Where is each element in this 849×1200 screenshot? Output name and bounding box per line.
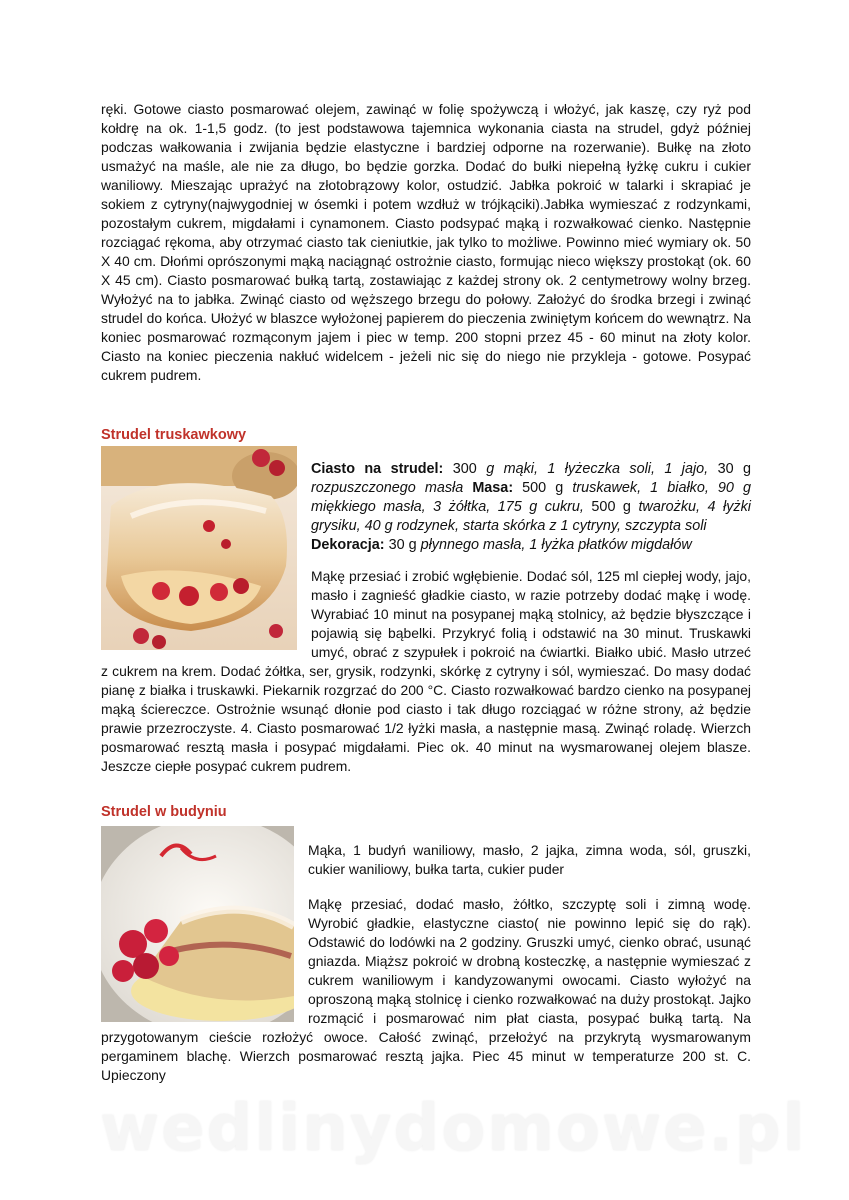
ingredient-text: 300 <box>443 461 487 477</box>
strawberry-strudel-image <box>101 446 297 650</box>
intro-paragraph: ręki. Gotowe ciasto posmarować olejem, zawinąć w folię spożywczą i włożyć, jak kaszę, czy ryż pod kołdrę na ok. 1-1,5 godz. (to jest podstawowa tajemnica wykonania ciasta na strudel, gdyż później podczas wałkowania i zwijania będzie elastyczne i bardziej odporne na rozerwanie). Bułkę na złoto usmażyć na maśle, ale nie za długo, bo będzie gorzka. Dodać do bułki niepełną łyżkę cukru i cukier waniliowy. Mieszając uprażyć na złotobrązowy kolor, ostudzić. Jabłka pokroić w talarki i skrapiać je sokiem z cytryny(najwygodniej w ósemki i potem wzdłuż w trójkąciki).Jabłka wymieszać z rodzynkami, pozostałym cukrem, migdałami i cynamonem. Ciasto podsypać mąką i rozwałkować cienko. Następnie rozciągać rękoma, aby otrzymać ciasto tak cieniutkie, jak tylko to możliwe. Powinno mieć wymiary ok. 50 X 40 cm. Dłońmi oprószonymi mąką naciągnąć ostrożnie ciasto, formując nieco większy prostokąt (ok. 60 X 45 cm). Ciasto posmarować bułką tartą, zostawiając z każdej strony ok. 2 centymetrowy wolny brzeg. Wyłożyć na to jabłka. Zwinąć ciasto od węższego brzegu do połowy. Założyć do środka brzegi i zwinąć strudel do końca. Ułożyć w blaszce wyłożonej papierem do pieczenia zwiniętym końcem do wewnątrz. Na koniec posmarować rozmąconym jajem i piec w temp. 200 stopni przez 45 - 60 minut na złoty kolor. Ciasto na koniec pieczenia nakłuć widelcem - jeżeli nic się do niego nie przykleja - gotowe. Posypać cukrem pudrem. <box>101 101 751 383</box>
recipe2-method: Mąkę przesiać, dodać masło, żółtko, szczyptę soli i zimną wodę. Wyrobić gładkie, elastyczne ciasto( nie powinno lepić się do rąk). Odstawić do lodówki na 2 godziny. Gruszki umyć, cienko obrać, usunąć gniazda. Miąższ pokroić w drobną kosteczkę, a następnie wymieszać z cukrem waniliowym i kandyzowanymi owocami. Ciasto wyłożyć na oproszoną mąką stolnicę i cienko rozwałkować na duży prostokąt. Jajko rozmącić i posmarować nim płat ciasta, posypać bułką tartą. Na przygotowanym cieście rozłożyć owoce. Całość zwinąć, przełożyć na przykrytą wysmarowanym pergaminem blachę. Wierzch posmarować resztą jajka. Piec 45 minut w temperaturze 200 st. C. Upieczony <box>101 896 751 1083</box>
pudding-strudel-image <box>101 826 294 1022</box>
ingredient-text: płynnego masła, 1 łyżka płatków migdałów <box>420 537 692 553</box>
recipe2-title: Strudel w budyniu <box>101 804 227 820</box>
ingredient-label-filling: Masa: <box>463 480 514 496</box>
pudding-strudel-photo <box>101 826 294 1022</box>
recipe1-section <box>101 446 751 776</box>
ingredient-text: g mąki, 1 łyżeczka soli, 1 jajo, <box>486 461 709 477</box>
strawberry-strudel-photo <box>101 446 297 650</box>
ingredient-label-dough: Ciasto na strudel: <box>311 461 444 477</box>
ingredient-text: rozpuszczonego masła <box>311 480 464 496</box>
ingredient-text: truskawek, 1 białko, 90 g miękkiego masła, 3 żółtka, 175 g cukru, <box>311 480 751 515</box>
ingredient-text: 30 g <box>384 537 421 553</box>
ingredient-label-decoration: Dekoracja: <box>311 537 385 553</box>
recipe1-method: Mąkę przesiać i zrobić wgłębienie. Dodać sól, 125 ml ciepłej wody, jajo, masło i zagnieść gładkie ciasto, w razie potrzeby dodać mąkę i wodę. Wyrabiać 10 minut na posypanej mąką stolnicy, aż będzie błyszczące i pojawią się bąbelki. Przykryć folią i odstawić na 30 minut. Truskawki umyć, obrać z szypułek i pokroić na ćwiartki. Białko ubić. Masło utrzeć z cukrem na krem. Dodać żółtka, ser, grysik, rodzynki, skórkę z cytryny i sól, wymieszać. Do masy dodać pianę z białka i truskawki. Piekarnik rozgrzać do 200 °C. Ciasto rozwałkować bardzo cienko na posypanej mąką ściereczce. Ostrożnie wsunąć dłonie pod ciasto i tak długo rozciągać w różne strony, aż będzie prawie przezroczyste. 4. Ciasto posmarować 1/2 łyżki masła, a następnie masą. Zwinąć roladę. Wierzch posmarować resztą masła i posypać migdałami. Piec ok. 40 minut na wysmarowanej olejem blasze. Jeszcze ciepłe posypać cukrem pudrem. <box>101 568 751 774</box>
ingredient-text: 500 g <box>583 499 639 515</box>
recipe2-section <box>101 826 751 1085</box>
document-page <box>101 100 751 1083</box>
ingredient-text: twarożku, 4 łyżki grysiku, 40 g rodzynek, starta skórka z 1 cytryny, szczypta soli <box>311 499 751 534</box>
ingredient-text: 30 g <box>708 461 751 477</box>
site-watermark: wedlinydomowe.pl <box>100 1092 807 1166</box>
recipe1-title: Strudel truskawkowy <box>101 427 247 443</box>
ingredient-text: 500 g <box>513 480 573 496</box>
recipe2-ingredients: Mąka, 1 budyń waniliowy, masło, 2 jajka, zimna woda, sól, gruszki, cukier waniliowy, bułka tarta, cukier puder <box>308 842 751 877</box>
